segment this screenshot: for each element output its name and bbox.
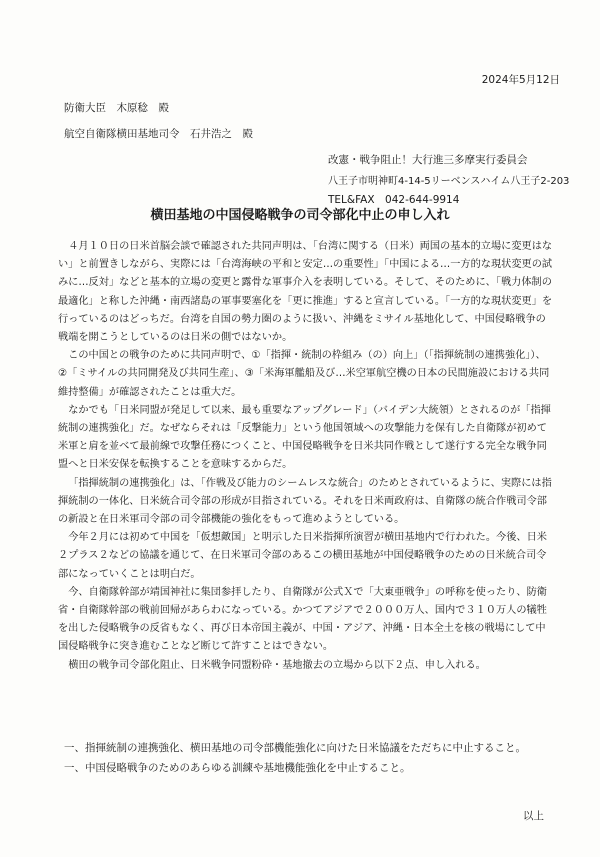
demand-item: 一、指揮統制の連携強化、横田基地の司令部機能強化に向けた日米協議をただちに中止すること。 — [64, 742, 526, 754]
document-body — [58, 238, 554, 675]
body-paragraph: ４月１０日の日米首脳会談で確認された共同声明は、「台湾に関する（日米）両国の基本的立場に変更はない」と前置きしながら、実際には「台湾海峡の平和と安定…の重要性」「中国による…一方的な現状変更の試みに…反対」などと基本的立場の変更と露骨な軍事介入を表明している。そして、そのために、「戦力体制の最適化」と称した沖縄・南西諸島の軍事要塞化を「更に推進」すると宣言している。「一方的な現状変更」を行っているのはどっちだ。台湾を自国の勢力圏のように扱い、沖縄をミサイル基地化して、中国侵略戦争の戦端を開こうとしているのは日米の側ではないか。 — [58, 241, 553, 344]
recipient-defense-minister: 防衛大臣 木原稔 殿 — [64, 102, 169, 114]
sender-organization: 改憲・戦争阻止！大行進三多摩実行委員会 — [328, 154, 528, 166]
body-paragraph: なかでも「日米同盟が発足して以来、最も重要なアップグレード」（バイデン大統領）とされるのが「指揮統制の連携強化」だ。なぜならそれは「反撃能力」という他国領域への攻撃能力を保有した自衛隊が初めて米軍と肩を並べて最前線で攻撃任務につくこと、中国侵略戦争を日米共同作戦として遂行する完全な戦争同盟へと日米安保を転換することを意味するからだ。 — [58, 404, 551, 471]
recipient-base-commander: 航空自衛隊横田基地司令 石井浩之 殿 — [64, 128, 253, 140]
sender-phone-fax: TEL&FAX 042-644-9914 — [328, 194, 460, 206]
body-paragraph: 「指揮統制の連携強化」は、「作戦及び能力のシームレスな統合」のためとされているように、実際には指揮統制の一体化、日米統合司令部の形成が目指されている。それを日米両政府は、自衛隊の統合作戦司令部の新設と在日米軍司令部の司令部機能の強化をもって進めようとしている。 — [58, 477, 552, 526]
body-paragraph: 横田の戦争司令部化阻止、日米戦争同盟粉砕・基地撤去の立場から以下２点、申し入れる。 — [68, 659, 486, 671]
body-paragraph: 今年２月には初めて中国を「仮想敵国」と明示した日米指揮所演習が横田基地内で行われた。今後、日米２プラス２などの協議を通じて、在日米軍司令部のあるこの横田基地が中国侵略戦争のための日米統合司令部になっていくことは明白だ。 — [58, 532, 547, 580]
closing-mark: 以上 — [523, 810, 544, 822]
body-paragraph: 今、自衛隊幹部が靖国神社に集団参拝したり、自衛隊が公式Ｘで「大東亜戦争」の呼称を使ったり、防衛省・自衛隊幹部の戦前回帰があらわになっている。かつてアジアで２０００万人、国内で３１０万人の犠牲を出した侵略戦争の反省もなく、再び日本帝国主義が、中国・アジア、沖縄・日本全土を核の戦場にして中国侵略戦争に突き進むことなど断じて許すことはできない。 — [58, 586, 547, 653]
document-title: 横田基地の中国侵略戦争の司令部化中止の申し入れ — [150, 208, 450, 223]
demand-item: 一、中国侵略戦争のためのあらゆる訓練や基地機能強化を中止すること。 — [64, 762, 411, 774]
document-date: 2024年5月12日 — [481, 74, 560, 86]
sender-address: 八王子市明神町4-14-5リーベンスハイム八王子2-203 — [328, 176, 570, 187]
body-paragraph: この中国との戦争のために共同声明で、①「指揮・統制の枠組み（の）向上」（「指揮統制の連携強化」）、②「ミサイルの共同開発及び共同生産」、③「米海軍艦船及び…米空軍航空機の日本の民間施設における共同維持整備」が確認されたことは重大だ。 — [58, 350, 550, 398]
